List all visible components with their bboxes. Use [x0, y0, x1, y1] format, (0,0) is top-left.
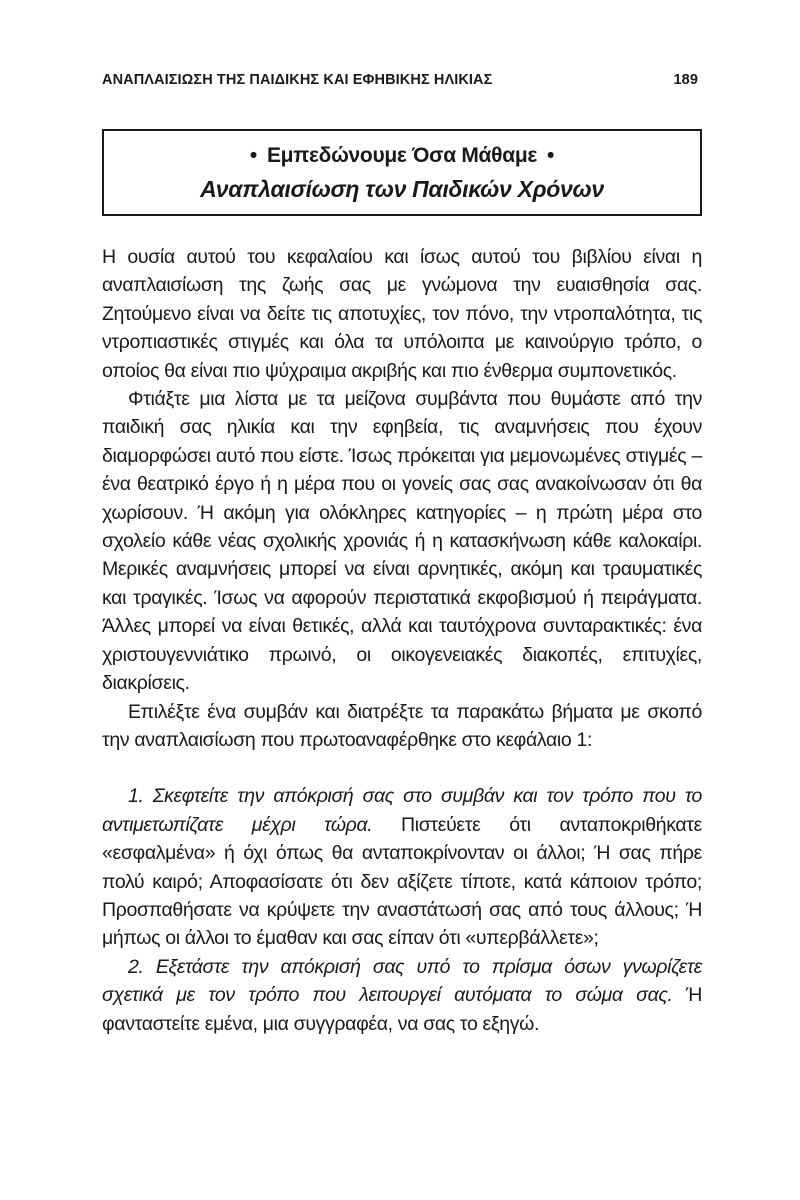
step-text: Πιστεύετε ότι ανταποκριθήκατε «εσφαλμένα» ή όχι όπως θα ανταποκρίνονταν οι άλλοι; Ή σας πήρε πολύ καιρό; Αποφασίσατε ότι δεν αξίζετε τίποτε, κατά κάποιον τρόπο; Προσπαθήσατε να κρύψετε την αναστάτωσή σας από τους άλλους; Ή μήπως οι άλλοι το έμαθαν και σας είπαν ότι «υπερβάλλετε»; — [102, 813, 703, 950]
body-text — [102, 243, 702, 1038]
chapter-running-title: ΑΝΑΠΛΑΙΣΙΩΣΗ ΤΗΣ ΠΑΙΔΙΚΗΣ ΚΑΙ ΕΦΗΒΙΚΗΣ ΗΛΙΚΙΑΣ — [102, 72, 493, 88]
summary-box-subheading: Αναπλαισίωση των Παιδικών Χρόνων — [200, 176, 604, 202]
step-text: Ή φανταστείτε εμένα, μια συγγραφέα, να σας το εξηγώ. — [102, 984, 702, 1035]
step-lead: 1. Σκεφτείτε την απόκρισή σας στο συμβάν και τον τρόπο που το αντιμετωπίζατε μέχρι τώρα. — [102, 785, 702, 836]
step-item — [102, 953, 702, 1038]
step-item — [102, 782, 702, 952]
page-number: 189 — [673, 72, 698, 88]
summary-box-heading: Εμπεδώνουμε Όσα Μάθαμε — [266, 144, 538, 167]
paragraph: Επιλέξτε ένα συμβάν και διατρέξτε τα παρακάτω βήματα με σκοπό την αναπλαισίωση που πρωτοαναφέρθηκε στο κεφάλαιο 1: — [102, 700, 702, 751]
bullet-icon: • — [249, 144, 257, 167]
bullet-icon: • — [547, 144, 555, 167]
summary-box-heading-line — [104, 144, 700, 168]
step-lead: 2. Εξετάστε την απόκρισή σας υπό το πρίσμα όσων γνωρίζετε σχετικά με τον τρόπο που λειτουργεί αυτόματα το σώμα σας. — [102, 955, 702, 1007]
summary-box — [102, 129, 702, 216]
paragraph: Η ουσία αυτού του κεφαλαίου και ίσως αυτού του βιβλίου είναι η αναπλαισίωση της ζωής σας με γνώμονα την ευαισθησία σας. Ζητούμενο είναι να δείτε τις αποτυχίες, τον πόνο, την ντροπαλότητα, τις ντροπιαστικές στιγμές και όλα τα υπόλοιπα με καινούργιο τρόπο, ο οποίος θα είναι πιο ψύχραιμα ακριβής και πιο ένθερμα συμπονετικός. — [102, 246, 702, 382]
paragraph: Φτιάξτε μια λίστα με τα μείζονα συμβάντα που θυμάστε από την παιδική σας ηλικία και την εφηβεία, τις αναμνήσεις που έχουν διαμορφώσει αυτό που είστε. Ίσως πρόκειται για μεμονωμένες στιγμές – ένα θεατρικό έργο ή η μέρα που οι γονείς σας σας ανακοίνωσαν ότι θα χωρίσουν. Ή ακόμη για ολόκληρες κατηγορίες – η πρώτη μέρα στο σχολείο κάθε νέας σχολικής χρονιάς ή η κατασκήνωση κάθε καλοκαίρι. Μερικές αναμνήσεις μπορεί να είναι αρνητικές, ακόμη και τραυματικές και τραγικές. Ίσως να αφορούν περιστατικά εκφοβισμού ή πειράγματα. Άλλες μπορεί να είναι θετικές, αλλά και ταυτόχρονα συνταρακτικές: ένα χριστουγεννιάτικο πρωινό, οι οικογενειακές διακοπές, επιτυχίες, διακρίσεις. — [102, 388, 702, 695]
